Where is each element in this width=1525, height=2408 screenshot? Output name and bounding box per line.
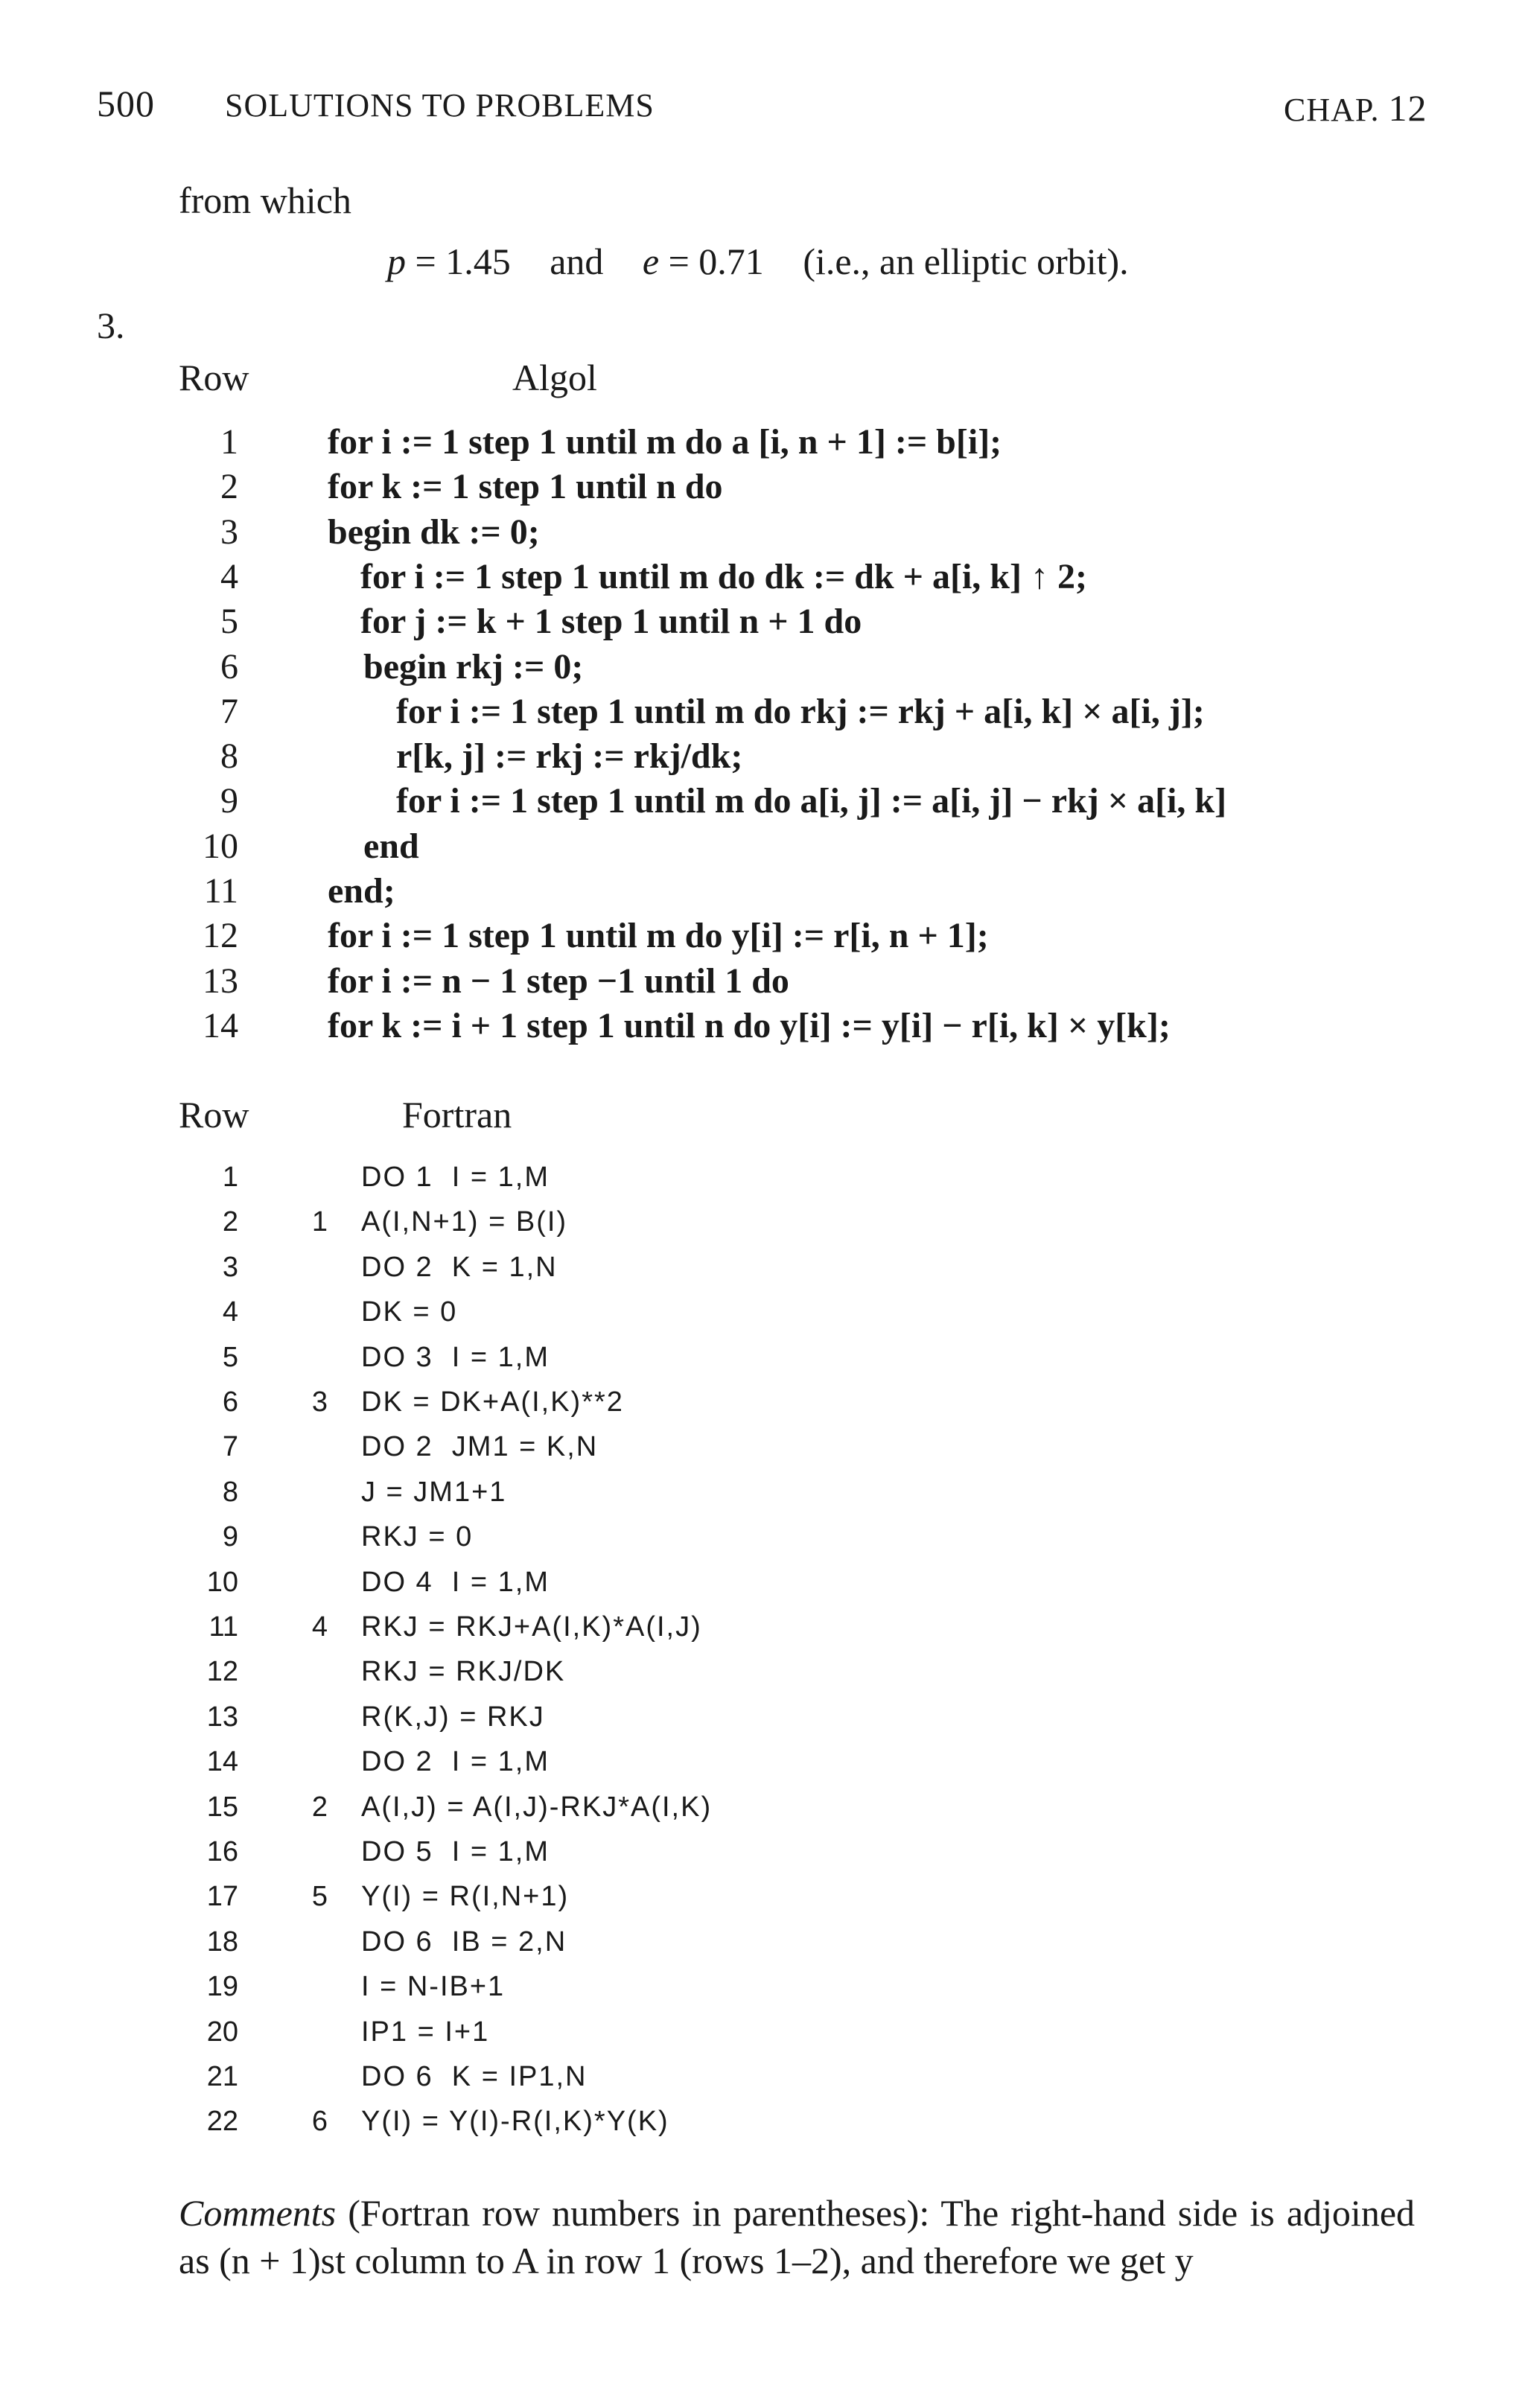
algol-row-number: 4 xyxy=(220,557,238,596)
fortran-lang-header: Fortran xyxy=(402,1094,512,1135)
fortran-row-number: 4 xyxy=(222,1296,238,1328)
algol-row-number: 10 xyxy=(203,826,238,866)
running-title: SOLUTIONS TO PROBLEMS xyxy=(225,87,655,124)
chapter-label: CHAP. xyxy=(1284,92,1380,128)
fortran-row-number: 22 xyxy=(206,2106,238,2137)
orbit-note: (i.e., an elliptic orbit). xyxy=(803,241,1129,282)
fortran-code-line: A(I,J) = A(I,J)-RKJ*A(I,K) xyxy=(361,1791,713,1823)
algol-row-number: 3 xyxy=(220,512,238,552)
fortran-code-line: DK = 0 xyxy=(361,1296,458,1328)
comments-text: (Fortran row numbers in parentheses): The right-hand side is adjoined as (n + 1)st column to A in row 1 (rows 1–2), and therefore we get y xyxy=(179,2192,1416,2281)
algol-code-line: end; xyxy=(328,871,395,911)
and-word: and xyxy=(550,241,604,282)
comments-lead: Comments xyxy=(179,2192,337,2234)
fortran-code-line: RKJ = RKJ/DK xyxy=(361,1656,566,1687)
algol-row-number: 1 xyxy=(220,422,238,462)
fortran-statement-label: 5 xyxy=(311,1881,328,1912)
fortran-row-number: 10 xyxy=(206,1567,238,1598)
orbit-equation xyxy=(387,240,1129,283)
fortran-code-line: DO 6 IB = 2,N xyxy=(361,1926,567,1958)
algol-code-line: end xyxy=(363,826,419,866)
fortran-code-line: DO 2 I = 1,M xyxy=(361,1746,550,1777)
fortran-code-line: DO 4 I = 1,M xyxy=(361,1567,550,1598)
algol-lang-header: Algol xyxy=(512,357,597,398)
fortran-row-number: 16 xyxy=(206,1836,238,1867)
fortran-row-number: 2 xyxy=(222,1206,238,1238)
chapter-marker xyxy=(1284,86,1427,130)
page-number: 500 xyxy=(97,83,155,124)
algol-code-line: r[k, j] := rkj := rkj/dk; xyxy=(396,736,743,776)
fortran-code-line: Y(I) = Y(I)-R(I,K)*Y(K) xyxy=(361,2106,669,2137)
fortran-statement-label: 2 xyxy=(311,1791,328,1823)
algol-row-number: 8 xyxy=(220,736,238,776)
fortran-row-number: 18 xyxy=(206,1926,238,1958)
fortran-row-number: 20 xyxy=(206,2016,238,2048)
algol-code-line: for k := 1 step 1 until n do xyxy=(328,467,723,506)
algol-row-number: 12 xyxy=(203,916,238,955)
fortran-statement-label: 6 xyxy=(311,2106,328,2137)
algol-row-number: 7 xyxy=(220,692,238,731)
fortran-row-header: Row xyxy=(179,1094,249,1135)
fortran-code-line: A(I,N+1) = B(I) xyxy=(361,1206,568,1238)
chapter-number: 12 xyxy=(1388,87,1427,129)
fortran-code-line: RKJ = RKJ+A(I,K)*A(I,J) xyxy=(361,1611,702,1643)
fortran-code-line: RKJ = 0 xyxy=(361,1521,474,1552)
algol-row-number: 5 xyxy=(220,602,238,641)
algol-code-line: for i := 1 step 1 until m do a [i, n + 1] := b[i]; xyxy=(328,422,1002,462)
fortran-statement-label: 4 xyxy=(311,1611,328,1643)
algol-code-line: begin rkj := 0; xyxy=(363,647,584,687)
from-which-text: from which xyxy=(179,179,351,221)
fortran-row-number: 6 xyxy=(222,1386,238,1418)
p-value: = 1.45 xyxy=(415,241,511,282)
fortran-row-number: 13 xyxy=(206,1701,238,1733)
fortran-row-number: 14 xyxy=(206,1746,238,1777)
e-variable: e xyxy=(642,241,660,282)
fortran-row-number: 12 xyxy=(206,1656,238,1687)
algol-code-line: for i := n − 1 step −1 until 1 do xyxy=(328,961,789,1001)
algol-row-number: 2 xyxy=(220,467,238,506)
comments-paragraph xyxy=(179,2189,1415,2284)
fortran-row-number: 1 xyxy=(222,1162,238,1193)
fortran-code-line: DO 1 I = 1,M xyxy=(361,1162,550,1193)
p-variable: p xyxy=(387,241,406,282)
fortran-code-line: DO 2 K = 1,N xyxy=(361,1252,558,1283)
algol-code-line: for j := k + 1 step 1 until n + 1 do xyxy=(360,602,862,641)
fortran-row-number: 19 xyxy=(206,1971,238,2002)
algol-row-number: 9 xyxy=(220,781,238,821)
fortran-code-line: R(K,J) = RKJ xyxy=(361,1701,545,1733)
algol-code-line: for i := 1 step 1 until m do y[i] := r[i, n + 1]; xyxy=(328,916,989,955)
fortran-code-line: DK = DK+A(I,K)**2 xyxy=(361,1386,624,1418)
algol-code-line: begin dk := 0; xyxy=(328,512,540,552)
fortran-code-line: DO 5 I = 1,M xyxy=(361,1836,550,1867)
fortran-code-line: DO 6 K = IP1,N xyxy=(361,2061,588,2092)
fortran-code-line: DO 3 I = 1,M xyxy=(361,1342,550,1373)
fortran-row-number: 17 xyxy=(206,1881,238,1912)
fortran-row-number: 21 xyxy=(206,2061,238,2092)
fortran-row-number: 15 xyxy=(206,1791,238,1823)
algol-row-number: 13 xyxy=(203,961,238,1001)
fortran-code-line: Y(I) = R(I,N+1) xyxy=(361,1881,570,1912)
fortran-row-number: 11 xyxy=(208,1611,238,1643)
fortran-row-number: 5 xyxy=(222,1342,238,1373)
algol-code-line: for i := 1 step 1 until m do a[i, j] := a[i, j] − rkj × a[i, k] xyxy=(396,781,1227,821)
algol-code-line: for i := 1 step 1 until m do dk := dk + a[i, k] ↑ 2; xyxy=(360,557,1087,596)
fortran-row-number: 3 xyxy=(222,1252,238,1283)
problem-number: 3. xyxy=(97,305,125,346)
fortran-code-line: J = JM1+1 xyxy=(361,1477,507,1508)
fortran-code-line: I = N-IB+1 xyxy=(361,1971,506,2002)
e-value: = 0.71 xyxy=(668,241,764,282)
algol-code-line: for i := 1 step 1 until m do rkj := rkj + a[i, k] × a[i, j]; xyxy=(396,692,1205,731)
algol-row-header: Row xyxy=(179,357,249,398)
fortran-row-number: 7 xyxy=(222,1431,238,1462)
fortran-statement-label: 1 xyxy=(311,1206,328,1238)
fortran-code-line: DO 2 JM1 = K,N xyxy=(361,1431,599,1462)
algol-code-line: for k := i + 1 step 1 until n do y[i] := y[i] − r[i, k] × y[k]; xyxy=(328,1006,1171,1045)
fortran-row-number: 9 xyxy=(222,1521,238,1552)
algol-row-number: 14 xyxy=(203,1006,238,1045)
algol-row-number: 6 xyxy=(220,647,238,687)
fortran-statement-label: 3 xyxy=(311,1386,328,1418)
fortran-code-line: IP1 = I+1 xyxy=(361,2016,490,2048)
fortran-row-number: 8 xyxy=(222,1477,238,1508)
algol-row-number: 11 xyxy=(203,871,238,911)
